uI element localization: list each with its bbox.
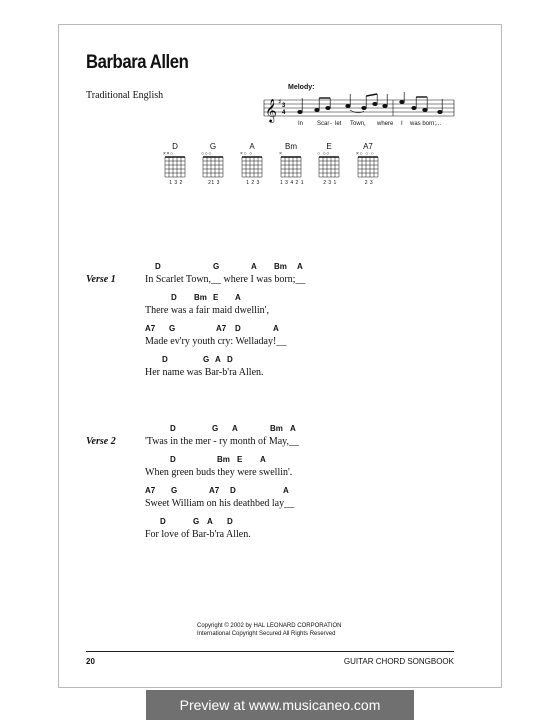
chord-row [145,455,299,467]
chord-symbol: D [160,517,166,526]
tie-icon [350,110,364,113]
verse-line [145,355,305,386]
chord-symbol: D [230,486,236,495]
chord-symbol: D [155,262,161,271]
preview-banner[interactable] [146,690,414,720]
book-title: GUITAR CHORD SONGBOOK [343,657,454,666]
chord-row [145,262,305,274]
chord-symbol: G [193,517,200,526]
chord-symbol: E [213,293,219,302]
melody-note [362,106,367,109]
verse-line [145,517,299,548]
verse-1 [145,262,305,386]
lyric-line: There was a fair maid dwellin', [145,305,269,316]
chord-symbol: A [215,355,221,364]
chord-diagram-d: D ××○ 1 3 2 [158,142,192,188]
chord-symbol: A [232,424,238,433]
chord-symbol: A [207,517,213,526]
chord-row [145,486,299,498]
key-signature-sharp: ♯ [278,98,282,106]
lyric-line: When green buds they were swellin'. [145,467,293,478]
chord-symbol: A7 [209,486,220,495]
lyric-line: In Scarlet Town,__ where I was born;__ [145,274,306,285]
chord-symbol: A7 [145,486,156,495]
melody-label: Melody: [288,84,315,91]
verse-line [145,324,305,355]
chord-symbol: G [171,486,178,495]
melody-note [298,110,303,113]
melody-note [373,102,378,105]
copyright-notice: Copyright © 2002 by HAL LEONARD CORPORATION International Copyright Secured All Rights Reserved [197,623,342,637]
lyric-line: Made ev'ry youth cry: Welladay!__ [145,336,287,347]
verse-line [145,293,305,324]
chord-symbol: D [170,424,176,433]
melody-note [412,106,417,109]
song-title: Barbara Allen [86,52,189,73]
page-number: 20 [86,657,95,666]
footer-divider [86,651,454,652]
melody-note [346,104,351,107]
melody-excerpt: Melody: 𝄞 ♯ 3 4 In Scar - let Town, where I was born;... [262,84,456,130]
chord-diagram-g: G ○○○ 21 3 [196,142,230,188]
time-signature: 3 [282,103,286,109]
chord-diagram-a: A ×○ ○ 1 2 3 [235,142,269,188]
chord-symbol: D [235,324,241,333]
chord-symbol: Bm [270,424,283,433]
verse-2 [145,424,299,548]
chord-symbol: D [171,293,177,302]
verse-line [145,262,305,293]
chord-row [145,324,305,336]
fretboard-grid [241,156,263,180]
chord-symbol: A [235,293,241,302]
verse-2-label: Verse 2 [86,436,116,447]
chord-symbol: D [227,355,233,364]
chord-diagram-e: E ○ ○○ 2 3 1 [312,142,346,188]
chord-symbol: G [213,262,220,271]
lyric-line: 'Twas in the mer - ry month of May,__ [145,436,300,447]
melody-note [315,108,320,111]
verse-line [145,424,299,455]
song-credit: Traditional English [86,90,164,101]
fretboard-grid [357,156,379,180]
chord-diagram-bm: Bm × 1 3 4 2 1 [279,142,304,186]
chord-symbol: A [290,424,296,433]
chord-row [145,424,299,436]
chord-row [145,517,299,529]
chord-symbol: A7 [145,324,156,333]
chord-symbol: A7 [216,324,227,333]
preview-link[interactable]: Preview at www.musicaneo.com [179,697,381,713]
melody-note [423,108,428,111]
chord-symbol: Bm [194,293,207,302]
chord-symbol: Bm [274,262,287,271]
chord-symbol: D [170,455,176,464]
melody-note [383,104,388,107]
fretboard-grid [318,156,340,180]
chord-symbol: E [237,455,243,464]
chord-symbol: G [203,355,210,364]
chord-symbol: D [227,517,233,526]
melody-note [400,100,405,103]
chord-symbol: G [169,324,176,333]
svg-text:4: 4 [282,110,286,116]
chord-row [145,355,305,367]
lyric-line: Sweet William on his deathbed lay__ [145,498,295,509]
chord-symbol: A [297,262,303,271]
fretboard-grid [202,156,224,180]
melody-note [326,106,331,109]
lyric-line: For love of Bar-b'ra Allen. [145,529,251,540]
verse-line [145,455,299,486]
verse-line [145,486,299,517]
chord-symbol: Bm [217,455,230,464]
verse-1-label: Verse 1 [86,274,116,285]
lyric-line: Her name was Bar-b'ra Allen. [145,367,264,378]
chord-diagram-a7: A7 ×○ ○ ○ 2 3 [351,142,385,188]
chord-symbol: D [162,355,168,364]
chord-symbol: A [283,486,289,495]
fretboard-grid [280,156,302,180]
chord-row [145,293,305,305]
treble-clef-icon: 𝄞 [265,98,277,122]
fretboard-grid [164,156,186,180]
chord-symbol: A [260,455,266,464]
chord-symbol: A [273,324,279,333]
chord-symbol: A [251,262,257,271]
chord-symbol: G [212,424,219,433]
melody-note [438,110,443,113]
